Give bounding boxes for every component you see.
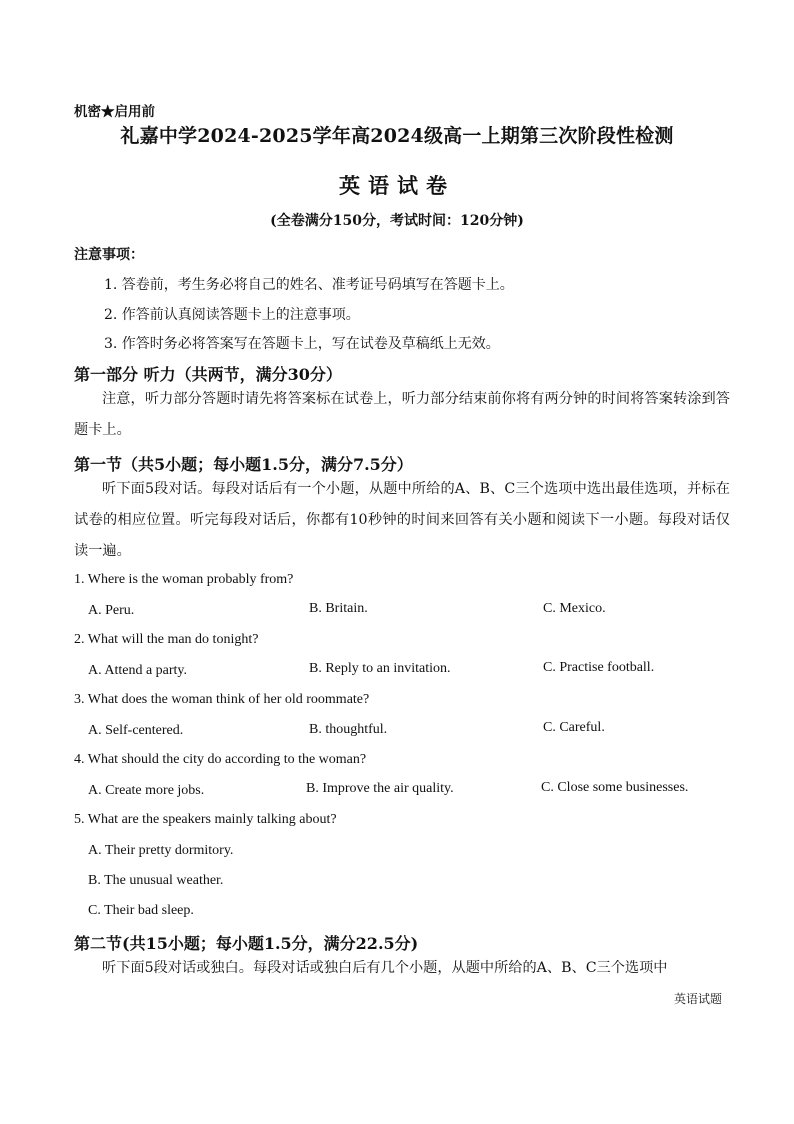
question-stem: 5. What are the speakers mainly talking about? — [74, 812, 337, 827]
question-option: B. Reply to an invitation. — [309, 661, 451, 676]
section1-heading: 第一节（共5小题；每小题1.5分，满分7.5分） — [74, 455, 413, 474]
section2-instruction: 听下面5段对话或独白。每段对话或独白后有几个小题，从题中所给的A、B、C三个选项中 — [102, 960, 668, 976]
section2-heading: 第二节(共15小题；每小题1.5分，满分22.5分) — [74, 934, 419, 953]
subject-title: 英语试卷 — [339, 173, 455, 198]
question-option: C. Careful. — [543, 720, 605, 735]
question-option: C. Mexico. — [543, 601, 606, 616]
note-item: 3. 作答时务必将答案写在答题卡上，写在试卷及草稿纸上无效。 — [104, 336, 500, 352]
question-option: B. thoughtful. — [309, 722, 388, 737]
question-option: C. Their bad sleep. — [88, 903, 194, 918]
page-footer: 英语试题 — [673, 992, 722, 1006]
exam-title: 礼嘉中学2024-2025学年高2024级高一上期第三次阶段性检测 — [120, 125, 674, 147]
score-time-info: (全卷满分150分，考试时间：120分钟) — [270, 213, 524, 229]
question-option: A. Self-centered. — [88, 723, 184, 738]
notes-heading: 注意事项： — [74, 247, 144, 263]
part1-heading: 第一部分 听力（共两节，满分30分） — [74, 365, 342, 384]
note-item: 2. 作答前认真阅读答题卡上的注意事项。 — [104, 307, 360, 323]
question-option: C. Close some businesses. — [541, 780, 689, 795]
question-option: A. Their pretty dormitory. — [88, 843, 234, 858]
question-option: B. Improve the air quality. — [306, 781, 454, 796]
part1-instruction: 注意，听力部分答题时请先将答案标在试卷上，听力部分结束前你将有两分钟的时间将答案转涂到答题卡上。 — [74, 391, 730, 438]
question-option: A. Peru. — [88, 603, 135, 618]
question-option: B. Britain. — [309, 601, 368, 616]
question-stem: 1. Where is the woman probably from? — [74, 572, 294, 587]
section1-instruction: 听下面5段对话。每段对话后有一个小题，从题中所给的A、B、C三个选项中选出最佳选项，并标在试卷的相应位置。听完每段对话后，你都有10秒钟的时间来回答有关小题和阅读下一小题。每段对话仅读一遍。 — [74, 481, 730, 559]
question-stem: 4. What should the city do according to the woman? — [74, 752, 367, 767]
note-item: 1. 答卷前，考生务必将自己的姓名、准考证号码填写在答题卡上。 — [104, 277, 514, 293]
question-option: A. Create more jobs. — [88, 783, 205, 798]
question-option: B. The unusual weather. — [88, 873, 224, 888]
question-option: C. Practise football. — [543, 660, 655, 675]
confidential-label: 机密★启用前 — [74, 104, 155, 120]
question-stem: 2. What will the man do tonight? — [74, 632, 259, 647]
question-stem: 3. What does the woman think of her old roommate? — [74, 692, 370, 707]
question-option: A. Attend a party. — [88, 663, 188, 678]
